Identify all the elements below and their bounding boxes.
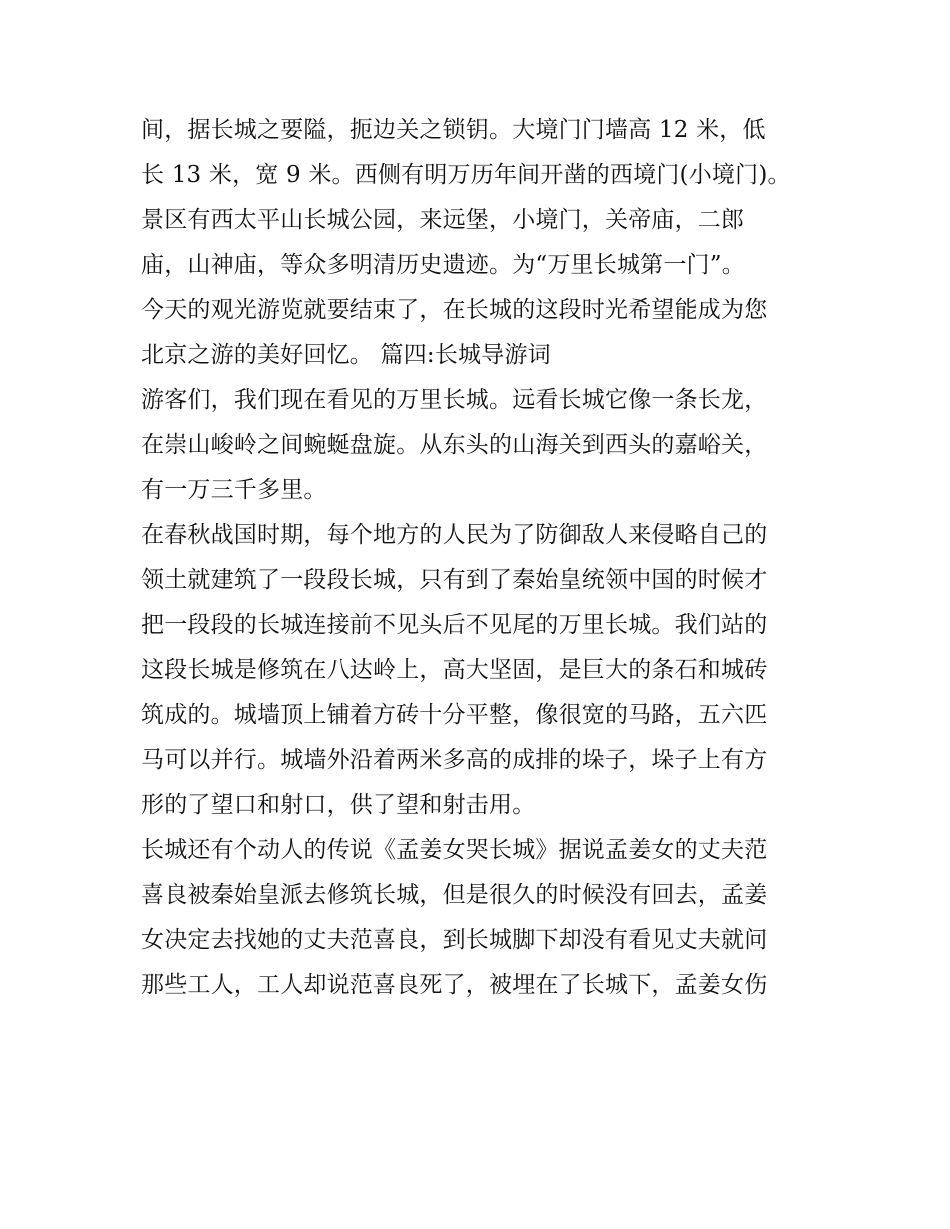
text-line: 景区有西太平山长城公园，来远堡，小境门，关帝庙，二郎 bbox=[141, 207, 745, 233]
text-line: 间，据长城之要隘，扼边关之锁钥。大境门门墙高 12 米，低 bbox=[141, 117, 766, 143]
text-line: 那些工人，工人却说范喜良死了，被埋在了长城下，孟姜女伤 bbox=[141, 972, 768, 998]
text-line: 有一万三千多里。 bbox=[141, 477, 327, 503]
text-line: 在崇山峻岭之间蜿蜒盘旋。从东头的山海关到西头的嘉峪关， bbox=[141, 432, 768, 458]
text-line: 喜良被秦始皇派去修筑长城，但是很久的时候没有回去，孟姜 bbox=[141, 882, 768, 908]
text-line: 形的了望口和射口，供了望和射击用。 bbox=[141, 792, 536, 818]
text-line: 把一段段的长城连接前不见头后不见尾的万里长城。我们站的 bbox=[141, 612, 768, 638]
text-line: 领土就建筑了一段段长城，只有到了秦始皇统领中国的时候才 bbox=[141, 567, 768, 593]
text-line: 长 13 米，宽 9 米。西侧有明万历年间开凿的西境门(小境门)。 bbox=[141, 162, 791, 188]
text-line: 筑成的。城墙顶上铺着方砖十分平整，像很宽的马路，五六匹 bbox=[141, 702, 768, 728]
text-line: 长城还有个动人的传说《孟姜女哭长城》据说孟姜女的丈夫范 bbox=[141, 837, 768, 863]
text-line: 庙，山神庙，等众多明清历史遗迹。为“万里长城第一门”。 bbox=[141, 252, 745, 278]
body-text bbox=[141, 108, 831, 1008]
text-line: 马可以并行。城墙外沿着两米多高的成排的垛子，垛子上有方 bbox=[141, 747, 768, 773]
text-line: 在春秋战国时期，每个地方的人民为了防御敌人来侵略自己的 bbox=[141, 522, 768, 548]
text-line: 女决定去找她的丈夫范喜良，到长城脚下却没有看见丈夫就问 bbox=[141, 927, 768, 953]
text-line: 今天的观光游览就要结束了，在长城的这段时光希望能成为您 bbox=[141, 297, 768, 323]
text-line: 游客们，我们现在看见的万里长城。远看长城它像一条长龙， bbox=[141, 387, 768, 413]
text-line: 北京之游的美好回忆。 篇四:长城导游词 bbox=[141, 342, 551, 368]
text-line: 这段长城是修筑在八达岭上，高大坚固，是巨大的条石和城砖 bbox=[141, 657, 768, 683]
